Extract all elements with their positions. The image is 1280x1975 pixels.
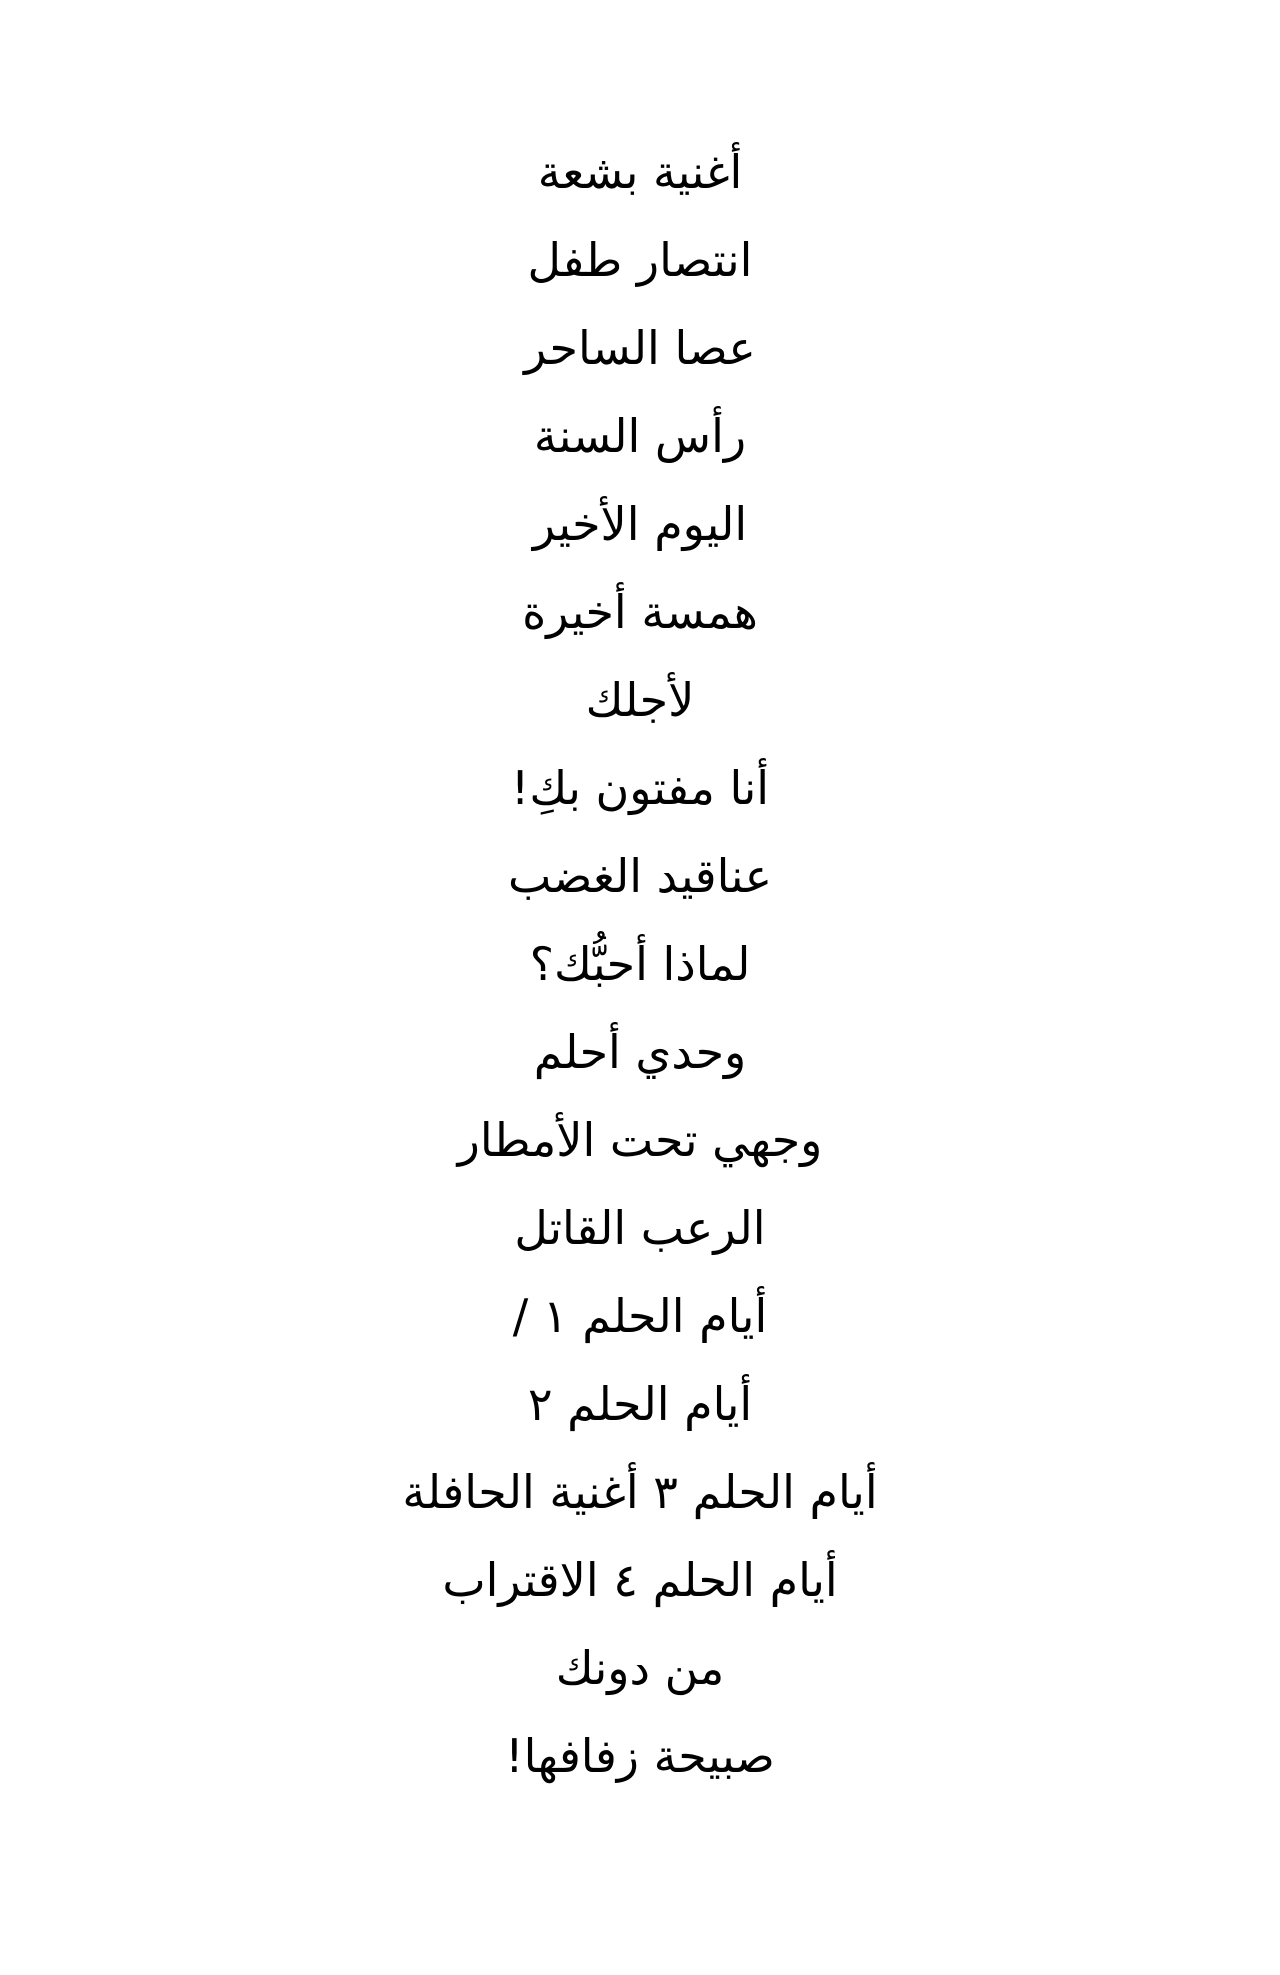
- title-item: صبيحة زفافها!: [505, 1729, 775, 1783]
- title-item: عناقيد الغضب: [507, 849, 773, 903]
- title-item: عصا الساحر: [524, 321, 756, 375]
- title-item: لأجلك: [585, 673, 695, 727]
- title-item: انتصار طفل: [527, 233, 753, 287]
- title-item: أيام الحلم ٣ أغنية الحافلة: [402, 1465, 878, 1519]
- title-item: لماذا أحبُّك؟: [529, 937, 751, 991]
- title-item: أيام الحلم ٢: [527, 1377, 753, 1431]
- title-item: همسة أخيرة: [522, 585, 758, 639]
- title-list: [0, 128, 1280, 1800]
- title-item: الرعب القاتل: [514, 1201, 766, 1255]
- title-item: أنا مفتون بكِ!: [510, 761, 770, 815]
- title-item: أيام الحلم ١ /: [512, 1289, 768, 1343]
- title-item: رأس السنة: [533, 409, 747, 463]
- title-item: من دونك: [555, 1641, 725, 1695]
- title-item: وجهي تحت الأمطار: [457, 1113, 823, 1167]
- title-item: أغنية بشعة: [537, 145, 743, 199]
- title-item: وحدي أحلم: [533, 1025, 747, 1079]
- title-item: أيام الحلم ٤ الاقتراب: [442, 1553, 838, 1607]
- title-item: اليوم الأخير: [532, 497, 748, 551]
